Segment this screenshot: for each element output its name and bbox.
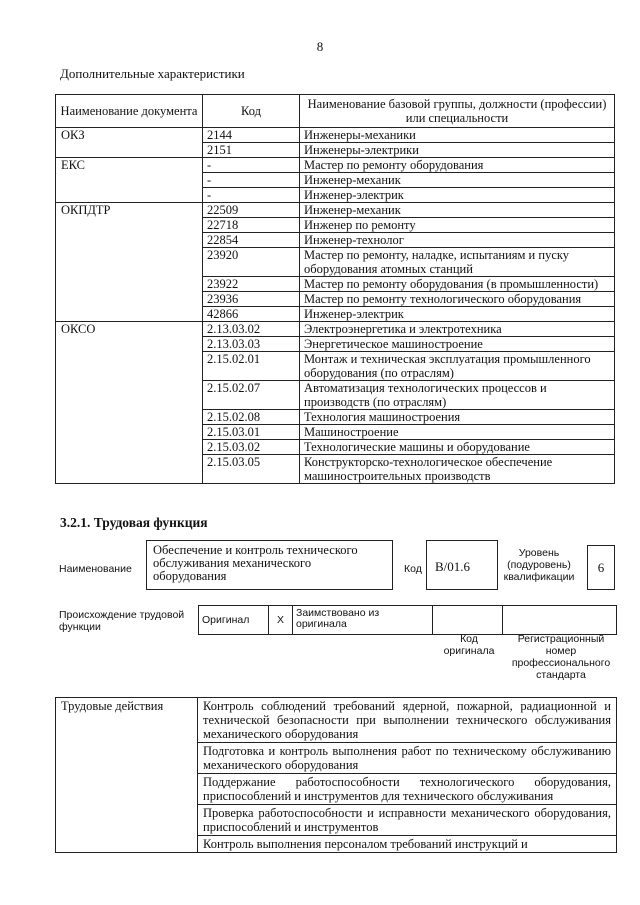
level-value-box: 6 <box>587 545 615 590</box>
action-item: Проверка работоспособности и исправности механического оборудования, приспособлений и инструментов <box>198 805 617 836</box>
name-cell: Инженер-электрик <box>300 188 615 203</box>
name-cell: Инженер-механик <box>300 203 615 218</box>
code-cell: - <box>203 188 300 203</box>
additional-characteristics-table <box>55 94 615 484</box>
origin-code-cell <box>433 606 503 635</box>
code-cell: 22509 <box>203 203 300 218</box>
code-cell: 2.15.02.07 <box>203 381 300 410</box>
table-row <box>56 203 615 218</box>
labor-function-heading: 3.2.1. Трудовая функция <box>60 515 208 530</box>
name-cell: Технология машиностроения <box>300 410 615 425</box>
origin-table <box>198 605 617 635</box>
code-cell: 22718 <box>203 218 300 233</box>
name-cell: Мастер по ремонту технологического оборудования <box>300 292 615 307</box>
name-label: Наименование <box>59 563 132 575</box>
code-cell: 2.13.03.03 <box>203 337 300 352</box>
code-cell: 23920 <box>203 248 300 277</box>
header-doc: Наименование документа <box>56 95 203 128</box>
code-cell: 2151 <box>203 143 300 158</box>
code-cell: 23936 <box>203 292 300 307</box>
function-name-box: Обеспечение и контроль технического обслуживания механического оборудования <box>146 540 393 590</box>
code-cell: 2144 <box>203 128 300 143</box>
header-code: Код <box>203 95 300 128</box>
name-cell: Монтаж и техническая эксплуатация промышленного оборудования (по отраслям) <box>300 352 615 381</box>
code-cell: - <box>203 158 300 173</box>
borrowed-label: Заимствовано из оригинала <box>293 606 433 635</box>
reg-number-caption: Регистрационный номер профессионального стандарта <box>511 633 611 681</box>
action-row <box>56 698 617 743</box>
action-item: Подготовка и контроль выполнения работ по техническому обслуживанию механического оборудования <box>198 743 617 774</box>
name-cell: Электроэнергетика и электротехника <box>300 322 615 337</box>
actions-label: Трудовые действия <box>56 698 198 853</box>
code-cell: 2.15.02.01 <box>203 352 300 381</box>
code-cell: 2.15.02.08 <box>203 410 300 425</box>
level-label: Уровень (подуровень) квалификации <box>503 547 575 583</box>
name-cell: Инженер-электрик <box>300 307 615 322</box>
name-cell: Мастер по ремонту оборудования <box>300 158 615 173</box>
name-cell: Технологические машины и оборудование <box>300 440 615 455</box>
name-cell: Инженер-технолог <box>300 233 615 248</box>
reg-number-cell <box>503 606 617 635</box>
name-cell: Инженер-механик <box>300 173 615 188</box>
action-item: Контроль выполнения персоналом требований инструкций и <box>198 836 617 853</box>
code-cell: 42866 <box>203 307 300 322</box>
doc-cell: ОКЗ <box>56 128 203 158</box>
name-cell: Энергетическое машиностроение <box>300 337 615 352</box>
name-cell: Конструкторско-технологическое обеспечение машиностроительных производств <box>300 455 615 484</box>
origin-code-caption: Код оригинала <box>443 633 495 657</box>
table-row <box>56 128 615 143</box>
section-title: Дополнительные характеристики <box>60 66 245 81</box>
code-cell: - <box>203 173 300 188</box>
doc-cell: ОКСО <box>56 322 203 484</box>
name-cell: Инженеры-электрики <box>300 143 615 158</box>
table-row <box>56 322 615 337</box>
name-cell: Машиностроение <box>300 425 615 440</box>
name-cell: Инженеры-механики <box>300 128 615 143</box>
name-cell: Инженер по ремонту <box>300 218 615 233</box>
original-mark: X <box>269 606 293 635</box>
doc-cell: ЕКС <box>56 158 203 203</box>
table-row <box>56 158 615 173</box>
original-label: Оригинал <box>199 606 269 635</box>
origin-label: Происхождение трудовой функции <box>59 609 185 633</box>
code-label: Код <box>404 563 422 575</box>
action-item: Контроль соблюдений требований ядерной, пожарной, радиационной и технической безопасности при выполнении технического обслуживания механического оборудования <box>198 698 617 743</box>
page-number: 8 <box>316 39 324 54</box>
code-cell: 2.15.03.01 <box>203 425 300 440</box>
name-cell: Автоматизация технологических процессов и производств (по отраслям) <box>300 381 615 410</box>
action-item: Поддержание работоспособности технологического оборудования, приспособлений и инструментов для технического обслуживания <box>198 774 617 805</box>
doc-cell: ОКПДТР <box>56 203 203 322</box>
code-cell: 22854 <box>203 233 300 248</box>
labor-actions-table <box>55 697 617 853</box>
name-cell: Мастер по ремонту, наладке, испытаниям и пуску оборудования атомных станций <box>300 248 615 277</box>
code-cell: 23922 <box>203 277 300 292</box>
code-cell: 2.15.03.05 <box>203 455 300 484</box>
header-name: Наименование базовой группы, должности (профессии) или специальности <box>300 95 615 128</box>
code-cell: 2.15.03.02 <box>203 440 300 455</box>
code-cell: 2.13.03.02 <box>203 322 300 337</box>
name-cell: Мастер по ремонту оборудования (в промышленности) <box>300 277 615 292</box>
function-code-box: B/01.6 <box>426 540 498 590</box>
